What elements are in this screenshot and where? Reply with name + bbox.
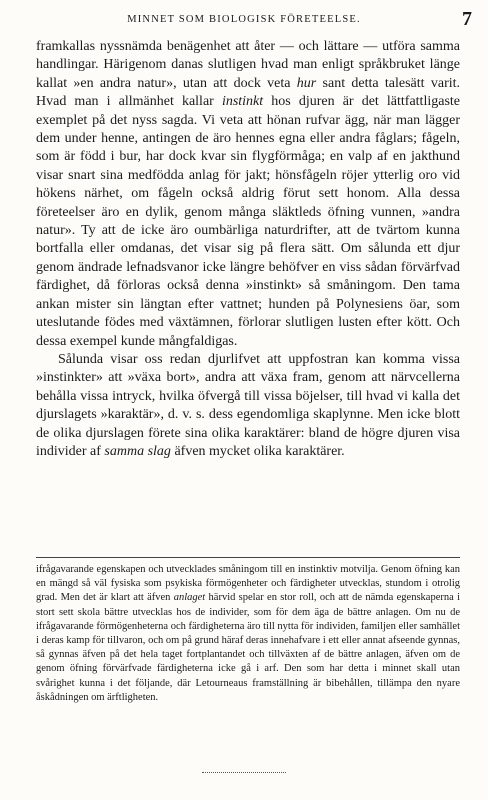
p2-emphasis-samma-slag: samma slag (104, 443, 171, 459)
bottom-ornament-rule (202, 772, 286, 773)
p1-emphasis-instinkt: instinkt (221, 94, 264, 110)
footnote-text-b: härvid spelar en stor roll, och att de nämda egenskaperna i stort sett skola bättre utvecklas hos de individer, som för dem äga de bättre anlagen. Om nu de ifrågavarande förmögenheterna och färdigheterna äro till nytta för individen, familjen eller samhället i deras kamp för tillvaron, och om på grund häraf deras innehafvare i ett eller annat afseende gynnas, så gynnas äfven på det hela taget fortplantandet och tillväxten af de bättre anlagen, äfven om de genom öfning förvärfvade färdigheterna icke gå i arf. Den som har detta i minnet skall utan svårighet kunna i det följande, där Letourneaus framställning är bibehållen, tillämpa den nyare åskådningen om ärftligheten. (36, 592, 460, 703)
p1-text-c: hos djuren är det lättfattligaste exemplet på det nyss sagda. Vi veta att hönan rufvar ägg, när man lägger dem under henne, antingen de äro hennes egna eller andra fåglars; fågeln, som är född i bur, har dock kvar sin flygförmåga; en valp af en jakthund visar snart sina medfödda anlag för jakt; hönsfågeln röjer ytterlig oro vid hökens närhet, om fågeln också aldrig förut sett honom. Alla dessa företeelser äro en dylik, genom många släktleds öfning vunnen, »andra natur». Ty att de icke äro oumbärliga naturdrifter, att de tvärtom kunna bortfalla eller omdanas, det visar sig på flera sätt. Om sålunda ett djur genom ändrade lefnadsvanor icke längre behöfver en viss sådan förvärfvad färdighet, då förloras också denna »instinkt» så småningom. Den tama ankan mister sin längtan efter vattnet; hunden på Polynesiens öar, som uteslutande födes med växtämnen, förlorar slutligen lusten efter kött. Och dessa exempel kunde mångfaldigas. (36, 94, 460, 349)
page-number: 7 (462, 8, 472, 30)
paragraph-1 (36, 38, 460, 351)
footnote-divider (36, 557, 460, 558)
footnote-emphasis-anlaget: anlaget (173, 592, 206, 604)
running-head: MINNET SOM BIOLOGISK FÖRETEELSE. (127, 14, 361, 25)
paragraph-2 (36, 351, 460, 461)
p1-text-b: sant detta talesätt varit. Hvad man i allmänhet kallar (36, 75, 461, 110)
footnote-text-a: ifrågavarande egenskapen och utvecklades småningom till en instinktiv motvilja. Genom öfning kan en mängd så väl fysiska som psykiska förmögenheter och färdigheter utvecklas, stundom i otrolig grad. Men det är klart att äfven (36, 564, 460, 604)
p1-text-a: framkallas nyssnämda benägenhet att åter — och lättare — utföra samma handlingar. Härigenom danas slutligen hvad man enligt språkbruket länge kallat »en andra natur», utan att dock veta (36, 39, 460, 91)
p2-text-b: äfven mycket olika karaktärer. (170, 443, 345, 459)
p2-text-a: Sålunda visar oss redan djurlifvet att uppfostran kan komma vissa »instinkter» att »växa bort», andra att växa fram, genom att närvcellerna behålla vissa intryck, hvilka öfvergå till vissa böjelser, till hvad vi kalla det djurslagets »karaktär», d. v. s. dess egendomliga skaplynne. Men icke blott de olika djurslagen förete sina olika karaktärer: bland de högre djuren visa individer af (36, 351, 460, 459)
footnote (36, 563, 460, 705)
body-text (36, 38, 460, 461)
p1-emphasis-hur: hur (296, 75, 317, 91)
